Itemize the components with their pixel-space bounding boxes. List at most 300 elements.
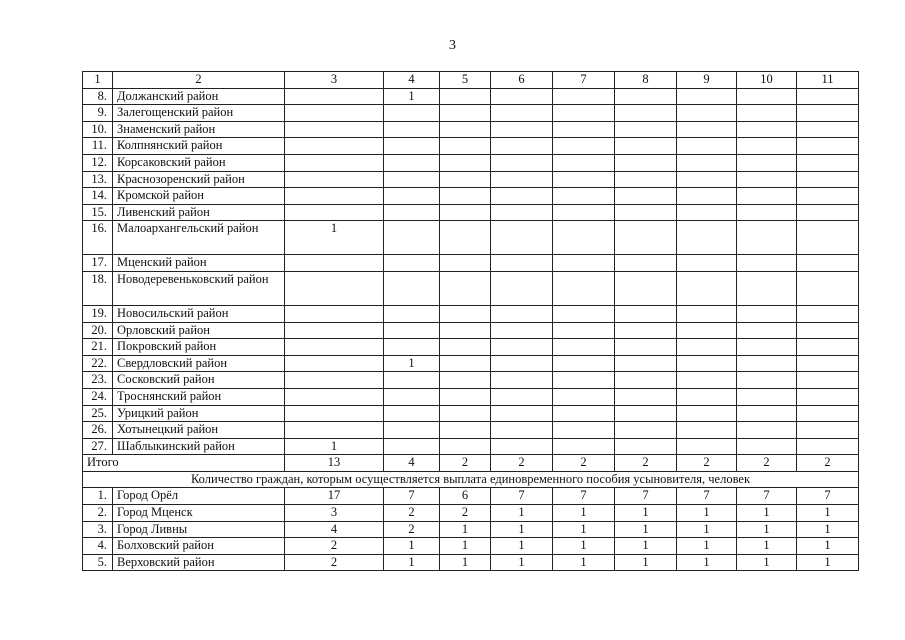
- value-cell: [737, 255, 797, 272]
- value-cell: [797, 355, 859, 372]
- value-cell: [797, 171, 859, 188]
- value-cell: 1: [384, 554, 440, 571]
- column-header: 11: [797, 72, 859, 89]
- value-cell: [440, 339, 491, 356]
- value-cell: [615, 322, 677, 339]
- district-name: Шаблыкинский район: [113, 438, 285, 455]
- column-header: 1: [83, 72, 113, 89]
- value-cell: [491, 105, 553, 122]
- value-cell: [677, 121, 737, 138]
- value-cell: [491, 388, 553, 405]
- value-cell: [677, 305, 737, 322]
- value-cell: [440, 204, 491, 221]
- value-cell: [285, 204, 384, 221]
- value-cell: [491, 204, 553, 221]
- value-cell: [440, 322, 491, 339]
- total-label: Итого: [83, 455, 285, 472]
- district-name: Кромской район: [113, 188, 285, 205]
- value-cell: [797, 405, 859, 422]
- value-cell: 1: [677, 505, 737, 522]
- value-cell: 1: [677, 554, 737, 571]
- value-cell: [553, 171, 615, 188]
- value-cell: 1: [677, 538, 737, 555]
- value-cell: [615, 221, 677, 255]
- value-cell: [440, 388, 491, 405]
- value-cell: [797, 88, 859, 105]
- value-cell: [384, 138, 440, 155]
- value-cell: [440, 438, 491, 455]
- value-cell: [737, 388, 797, 405]
- value-cell: [677, 422, 737, 439]
- value-cell: [491, 121, 553, 138]
- value-cell: [553, 322, 615, 339]
- column-header: 4: [384, 72, 440, 89]
- value-cell: [285, 305, 384, 322]
- value-cell: 17: [285, 488, 384, 505]
- value-cell: [285, 105, 384, 122]
- value-cell: [440, 255, 491, 272]
- value-cell: 1: [677, 521, 737, 538]
- value-cell: [737, 121, 797, 138]
- section-title: Количество граждан, которым осуществляется выплата единовременного пособия усыновителя, человек: [83, 471, 859, 488]
- value-cell: 1: [797, 554, 859, 571]
- value-cell: [384, 171, 440, 188]
- value-cell: [615, 438, 677, 455]
- row-number: 14.: [83, 188, 113, 205]
- value-cell: [615, 271, 677, 305]
- row-number: 1.: [83, 488, 113, 505]
- value-cell: [384, 438, 440, 455]
- table-row: [83, 121, 859, 138]
- row-number: 15.: [83, 204, 113, 221]
- value-cell: [677, 438, 737, 455]
- value-cell: [797, 105, 859, 122]
- value-cell: 1: [553, 505, 615, 522]
- table-row: [83, 271, 859, 305]
- value-cell: [553, 339, 615, 356]
- value-cell: 7: [737, 488, 797, 505]
- district-name: Троснянский район: [113, 388, 285, 405]
- value-cell: 1: [737, 538, 797, 555]
- column-header: 10: [737, 72, 797, 89]
- value-cell: [285, 255, 384, 272]
- value-cell: [615, 171, 677, 188]
- value-cell: [440, 138, 491, 155]
- table-row: [83, 388, 859, 405]
- value-cell: [553, 405, 615, 422]
- value-cell: [615, 388, 677, 405]
- value-cell: [737, 138, 797, 155]
- district-name: Знаменский район: [113, 121, 285, 138]
- section-row: [83, 471, 859, 488]
- value-cell: 2: [384, 521, 440, 538]
- value-cell: [384, 154, 440, 171]
- value-cell: [384, 188, 440, 205]
- value-cell: [737, 422, 797, 439]
- value-cell: [737, 204, 797, 221]
- value-cell: [440, 171, 491, 188]
- column-header: 7: [553, 72, 615, 89]
- district-name: Город Мценск: [113, 505, 285, 522]
- value-cell: 7: [677, 488, 737, 505]
- row-number: 13.: [83, 171, 113, 188]
- value-cell: [384, 422, 440, 439]
- value-cell: [285, 339, 384, 356]
- value-cell: [797, 154, 859, 171]
- table-row: [83, 138, 859, 155]
- value-cell: [615, 105, 677, 122]
- value-cell: [615, 121, 677, 138]
- column-header: 9: [677, 72, 737, 89]
- value-cell: [491, 355, 553, 372]
- value-cell: 7: [384, 488, 440, 505]
- value-cell: [384, 405, 440, 422]
- value-cell: [797, 388, 859, 405]
- value-cell: [440, 372, 491, 389]
- value-cell: [384, 322, 440, 339]
- table-row: [83, 554, 859, 571]
- value-cell: [553, 121, 615, 138]
- district-name: Верховский район: [113, 554, 285, 571]
- column-header: 8: [615, 72, 677, 89]
- district-name: Малоархангельский район: [113, 221, 285, 255]
- value-cell: [737, 88, 797, 105]
- value-cell: [384, 221, 440, 255]
- column-header: 3: [285, 72, 384, 89]
- value-cell: [677, 221, 737, 255]
- value-cell: [491, 88, 553, 105]
- value-cell: [797, 305, 859, 322]
- value-cell: [440, 305, 491, 322]
- value-cell: [737, 171, 797, 188]
- value-cell: [384, 388, 440, 405]
- row-number: 8.: [83, 88, 113, 105]
- value-cell: [440, 271, 491, 305]
- value-cell: [797, 372, 859, 389]
- value-cell: [553, 204, 615, 221]
- row-number: 24.: [83, 388, 113, 405]
- row-number: 18.: [83, 271, 113, 305]
- value-cell: [615, 355, 677, 372]
- value-cell: [797, 422, 859, 439]
- value-cell: [384, 372, 440, 389]
- value-cell: [615, 372, 677, 389]
- value-cell: [491, 422, 553, 439]
- value-cell: [677, 154, 737, 171]
- value-cell: [677, 405, 737, 422]
- column-header: 6: [491, 72, 553, 89]
- value-cell: [737, 221, 797, 255]
- table-row: [83, 88, 859, 105]
- statistics-table: [82, 71, 859, 571]
- district-name: Свердловский район: [113, 355, 285, 372]
- value-cell: [384, 255, 440, 272]
- value-cell: [491, 271, 553, 305]
- table-row: [83, 305, 859, 322]
- value-cell: [737, 105, 797, 122]
- value-cell: [285, 121, 384, 138]
- value-cell: 1: [491, 554, 553, 571]
- value-cell: [285, 171, 384, 188]
- total-value: 2: [440, 455, 491, 472]
- row-number: 26.: [83, 422, 113, 439]
- value-cell: [384, 204, 440, 221]
- total-value: 2: [553, 455, 615, 472]
- row-number: 10.: [83, 121, 113, 138]
- row-number: 5.: [83, 554, 113, 571]
- value-cell: 7: [553, 488, 615, 505]
- value-cell: [797, 255, 859, 272]
- value-cell: [615, 138, 677, 155]
- value-cell: 1: [737, 554, 797, 571]
- value-cell: [553, 438, 615, 455]
- value-cell: [384, 305, 440, 322]
- value-cell: [737, 271, 797, 305]
- value-cell: [677, 255, 737, 272]
- value-cell: [440, 221, 491, 255]
- row-number: 22.: [83, 355, 113, 372]
- value-cell: [491, 154, 553, 171]
- total-value: 4: [384, 455, 440, 472]
- value-cell: [285, 88, 384, 105]
- value-cell: [797, 339, 859, 356]
- table-row: [83, 405, 859, 422]
- value-cell: [553, 388, 615, 405]
- value-cell: [384, 339, 440, 356]
- value-cell: [615, 88, 677, 105]
- value-cell: [491, 255, 553, 272]
- value-cell: [440, 355, 491, 372]
- value-cell: [491, 171, 553, 188]
- value-cell: [615, 305, 677, 322]
- value-cell: 1: [737, 505, 797, 522]
- value-cell: [491, 339, 553, 356]
- value-cell: [677, 138, 737, 155]
- row-number: 19.: [83, 305, 113, 322]
- row-number: 4.: [83, 538, 113, 555]
- value-cell: 1: [491, 538, 553, 555]
- value-cell: 2: [285, 554, 384, 571]
- row-number: 21.: [83, 339, 113, 356]
- value-cell: 1: [384, 88, 440, 105]
- value-cell: [285, 138, 384, 155]
- district-name: Корсаковский район: [113, 154, 285, 171]
- value-cell: [285, 322, 384, 339]
- value-cell: [553, 422, 615, 439]
- value-cell: 1: [797, 521, 859, 538]
- value-cell: 1: [285, 438, 384, 455]
- value-cell: [491, 188, 553, 205]
- value-cell: [440, 121, 491, 138]
- value-cell: 1: [737, 521, 797, 538]
- value-cell: [615, 422, 677, 439]
- total-value: 2: [491, 455, 553, 472]
- value-cell: [615, 154, 677, 171]
- value-cell: [677, 204, 737, 221]
- value-cell: [553, 305, 615, 322]
- value-cell: 1: [440, 554, 491, 571]
- value-cell: [797, 322, 859, 339]
- value-cell: [553, 271, 615, 305]
- value-cell: [384, 121, 440, 138]
- total-value: 2: [677, 455, 737, 472]
- value-cell: [615, 339, 677, 356]
- total-value: 13: [285, 455, 384, 472]
- value-cell: [677, 88, 737, 105]
- value-cell: [285, 188, 384, 205]
- value-cell: [677, 171, 737, 188]
- table-row: [83, 538, 859, 555]
- value-cell: [797, 121, 859, 138]
- table-row: [83, 105, 859, 122]
- table-row: [83, 171, 859, 188]
- table-row: [83, 154, 859, 171]
- value-cell: [797, 271, 859, 305]
- column-header: 2: [113, 72, 285, 89]
- value-cell: [491, 438, 553, 455]
- header-row: [83, 72, 859, 89]
- value-cell: [797, 188, 859, 205]
- district-name: Сосковский район: [113, 372, 285, 389]
- value-cell: [737, 372, 797, 389]
- value-cell: 7: [615, 488, 677, 505]
- value-cell: 1: [553, 554, 615, 571]
- value-cell: [615, 188, 677, 205]
- value-cell: [797, 438, 859, 455]
- value-cell: 2: [440, 505, 491, 522]
- value-cell: [797, 221, 859, 255]
- district-name: Мценский район: [113, 255, 285, 272]
- table-row: [83, 355, 859, 372]
- value-cell: [440, 105, 491, 122]
- value-cell: [440, 188, 491, 205]
- value-cell: [491, 221, 553, 255]
- value-cell: 1: [615, 505, 677, 522]
- row-number: 23.: [83, 372, 113, 389]
- value-cell: [285, 271, 384, 305]
- value-cell: 1: [491, 521, 553, 538]
- district-name: Город Орёл: [113, 488, 285, 505]
- column-header: 5: [440, 72, 491, 89]
- district-name: Покровский район: [113, 339, 285, 356]
- value-cell: [737, 154, 797, 171]
- value-cell: 1: [440, 521, 491, 538]
- table-row: [83, 339, 859, 356]
- value-cell: 1: [797, 505, 859, 522]
- district-name: Город Ливны: [113, 521, 285, 538]
- table-row: [83, 372, 859, 389]
- value-cell: [677, 105, 737, 122]
- value-cell: [285, 422, 384, 439]
- value-cell: [677, 372, 737, 389]
- value-cell: [553, 138, 615, 155]
- value-cell: [677, 388, 737, 405]
- value-cell: [677, 339, 737, 356]
- value-cell: 6: [440, 488, 491, 505]
- value-cell: [285, 405, 384, 422]
- total-row: [83, 455, 859, 472]
- value-cell: 7: [491, 488, 553, 505]
- table-row: [83, 322, 859, 339]
- page-number: 3: [449, 38, 456, 53]
- value-cell: [615, 204, 677, 221]
- value-cell: [677, 322, 737, 339]
- value-cell: 2: [285, 538, 384, 555]
- row-number: 3.: [83, 521, 113, 538]
- value-cell: [384, 105, 440, 122]
- value-cell: [491, 138, 553, 155]
- value-cell: 1: [384, 355, 440, 372]
- total-value: 2: [615, 455, 677, 472]
- value-cell: [737, 355, 797, 372]
- table-row: [83, 422, 859, 439]
- district-name: Новосильский район: [113, 305, 285, 322]
- value-cell: 1: [615, 521, 677, 538]
- district-name: Урицкий район: [113, 405, 285, 422]
- value-cell: [491, 322, 553, 339]
- value-cell: [384, 271, 440, 305]
- value-cell: [491, 405, 553, 422]
- value-cell: [553, 355, 615, 372]
- value-cell: [737, 322, 797, 339]
- value-cell: [553, 188, 615, 205]
- value-cell: [737, 305, 797, 322]
- value-cell: [737, 438, 797, 455]
- value-cell: [553, 88, 615, 105]
- row-number: 2.: [83, 505, 113, 522]
- row-number: 25.: [83, 405, 113, 422]
- value-cell: 4: [285, 521, 384, 538]
- table-body: [83, 72, 859, 571]
- value-cell: [285, 154, 384, 171]
- value-cell: [677, 271, 737, 305]
- table-row: [83, 505, 859, 522]
- value-cell: [553, 105, 615, 122]
- row-number: 12.: [83, 154, 113, 171]
- value-cell: [553, 221, 615, 255]
- table-row: [83, 255, 859, 272]
- table-row: [83, 488, 859, 505]
- district-name: Ливенский район: [113, 204, 285, 221]
- value-cell: [797, 138, 859, 155]
- value-cell: [285, 355, 384, 372]
- district-name: Хотынецкий район: [113, 422, 285, 439]
- value-cell: [440, 405, 491, 422]
- value-cell: 1: [553, 521, 615, 538]
- row-number: 11.: [83, 138, 113, 155]
- district-name: Краснозоренский район: [113, 171, 285, 188]
- district-name: Залегощенский район: [113, 105, 285, 122]
- value-cell: 7: [797, 488, 859, 505]
- value-cell: 3: [285, 505, 384, 522]
- value-cell: [677, 355, 737, 372]
- table-row: [83, 204, 859, 221]
- value-cell: [491, 305, 553, 322]
- value-cell: [285, 388, 384, 405]
- district-name: Болховский район: [113, 538, 285, 555]
- table-row: [83, 221, 859, 255]
- value-cell: [440, 154, 491, 171]
- value-cell: [553, 154, 615, 171]
- district-name: Должанский район: [113, 88, 285, 105]
- table-row: [83, 438, 859, 455]
- value-cell: [737, 339, 797, 356]
- table-row: [83, 188, 859, 205]
- value-cell: [491, 372, 553, 389]
- value-cell: [553, 255, 615, 272]
- value-cell: [737, 405, 797, 422]
- total-value: 2: [797, 455, 859, 472]
